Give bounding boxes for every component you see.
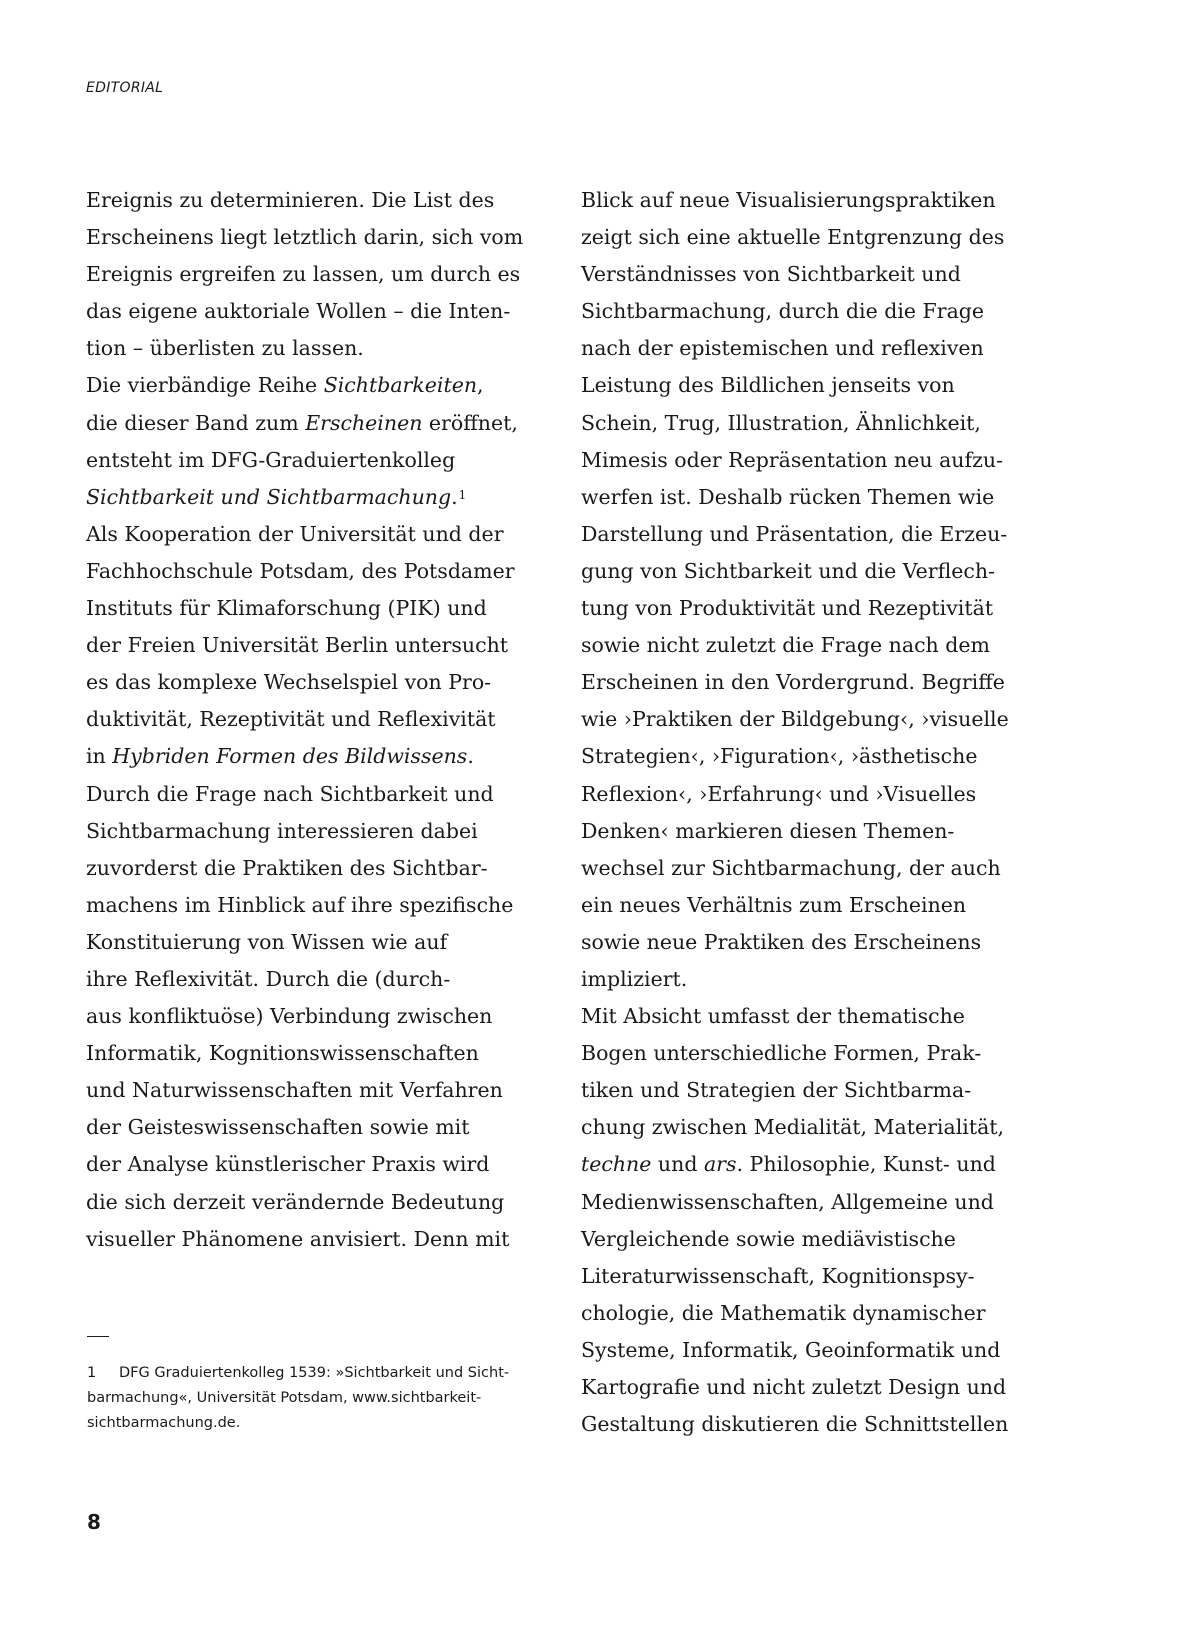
text-line: Sichtbarmachung, durch die die Frage: [581, 299, 985, 324]
text-line: Blick auf neue Visualisierungspraktiken: [581, 188, 996, 212]
text-line: Fachhochschule Potsdam, des Potsdamer: [86, 558, 515, 583]
text-line: Strategien‹, ›Figuration‹, ›ästhetische: [581, 744, 978, 769]
text-line: sowie nicht zuletzt die Frage nach dem: [581, 633, 990, 658]
italic-term: Erscheinen: [305, 410, 423, 435]
text-line: Erscheinens liegt letztlich darin, sich vom: [86, 225, 524, 250]
text-line: der Analyse künstlerischer Praxis wird: [86, 1152, 490, 1177]
text-line: Als Kooperation der Universität und der: [86, 521, 504, 546]
text-line: gung von Sichtbarkeit und die Verflech-: [581, 558, 995, 583]
text-line: Kartografie und nicht zuletzt Design und: [581, 1375, 1007, 1399]
text-line: der Geisteswissenschaften sowie mit: [86, 1115, 470, 1140]
text-line: Sichtbarmachung interessieren dabei: [86, 818, 478, 843]
text-line: tion – überlisten zu lassen.: [86, 336, 364, 361]
text-line: Mimesis oder Repräsentation neu aufzu-: [581, 447, 1004, 472]
text-line: der Freien Universität Berlin untersucht: [86, 633, 509, 658]
text-line: Sichtbarkeit und Sichtbarmachung.$^1$: [86, 484, 467, 509]
text-line: Mit Absicht umfasst der thematische: [581, 1004, 965, 1029]
text-line: Erscheinen in den Vordergrund. Begriffe: [581, 670, 1005, 695]
right-column: [581, 182, 1051, 1443]
text-line: Die vierbändige Reihe Sichtbarkeiten,: [86, 373, 484, 398]
text-line: Bogen unterschiedliche Formen, Prak-: [581, 1041, 982, 1066]
text-line: sowie neue Praktiken des Erscheinens: [581, 929, 982, 954]
text-line: wechsel zur Sichtbarmachung, der auch: [581, 855, 1001, 880]
text-line: tung von Produktivität und Rezeptivität: [581, 596, 994, 621]
text-line: werfen ist. Deshalb rücken Themen wie: [581, 484, 995, 509]
footnote-line-3: sichtbarmachung.de.: [87, 1415, 241, 1431]
text-line: zeigt sich eine aktuelle Entgrenzung des: [581, 225, 1005, 250]
footnote: [87, 1361, 547, 1436]
text-line: Gestaltung diskutieren die Schnittstellen: [581, 1412, 1009, 1437]
text-line: duktivität, Rezeptivität und Reflexivität: [86, 707, 496, 732]
italic-term: Sichtbarkeit und Sichtbarmachung: [86, 484, 452, 509]
footnote-separator: [87, 1336, 109, 1337]
italic-term: techne: [581, 1152, 652, 1177]
text-line: chung zwischen Medialität, Materialität,: [581, 1115, 1005, 1140]
text-line: ihre Reflexivität. Durch die (durch-: [86, 966, 451, 991]
text-line: Ereignis zu determinieren. Die List des: [86, 188, 495, 212]
text-line: das eigene auktoriale Wollen – die Inten-: [86, 299, 511, 324]
text-line: machens im Hinblick auf ihre spezifische: [86, 892, 514, 917]
page-number: 8: [87, 1510, 101, 1534]
text-line: und Naturwissenschaften mit Verfahren: [86, 1078, 503, 1103]
footnote-line-2: barmachung«, Universität Potsdam, www.sichtbarkeit-: [87, 1390, 482, 1406]
footnote-reference[interactable]: 1: [458, 487, 467, 502]
text-line: wie ›Praktiken der Bildgebung‹, ›visuelle: [581, 707, 1009, 732]
text-line: Reflexion‹, ›Erfahrung‹ und ›Visuelles: [581, 781, 977, 806]
text-line: impliziert.: [581, 966, 688, 991]
text-line: chologie, die Mathematik dynamischer: [581, 1300, 986, 1325]
italic-term: Sichtbarkeiten: [323, 373, 478, 398]
text-line: techne und ars. Philosophie, Kunst- und: [581, 1152, 996, 1177]
text-line: Denken‹ markieren diesen Themen-: [581, 818, 955, 843]
text-line: Literaturwissenschaft, Kognitionspsy-: [581, 1263, 975, 1288]
footnote-line-1: 1 DFG Graduiertenkolleg 1539: »Sichtbarkeit und Sicht-: [87, 1361, 547, 1386]
text-line: Konstituierung von Wissen wie auf: [86, 929, 448, 954]
text-line: Darstellung und Präsentation, die Erzeu-: [581, 521, 1008, 546]
text-line: visueller Phänomene anvisiert. Denn mit: [86, 1226, 510, 1251]
footnote-number: 1: [87, 1365, 97, 1381]
text-line: ein neues Verhältnis zum Erscheinen: [581, 892, 967, 917]
running-head: EDITORIAL: [86, 80, 164, 96]
text-line: Ereignis ergreifen zu lassen, um durch es: [86, 262, 521, 287]
text-line: Vergleichende sowie mediävistische: [581, 1226, 956, 1251]
text-line: in Hybriden Formen des Bildwissens.: [86, 744, 474, 769]
italic-term: ars: [703, 1152, 737, 1177]
text-line: die sich derzeit verändernde Bedeutung: [86, 1189, 505, 1214]
left-column: [86, 182, 556, 1258]
text-line: die dieser Band zum Erscheinen eröffnet,: [86, 410, 518, 435]
italic-term: Hybriden Formen des Bildwissens: [112, 744, 468, 769]
text-line: Schein, Trug, Illustration, Ähnlichkeit,: [581, 410, 981, 435]
text-line: Medienwissenschaften, Allgemeine und: [581, 1189, 994, 1214]
text-line: Durch die Frage nach Sichtbarkeit und: [86, 781, 494, 806]
text-line: Informatik, Kognitionswissenschaften: [86, 1041, 479, 1066]
text-line: tiken und Strategien der Sichtbarma-: [581, 1078, 972, 1103]
text-line: Leistung des Bildlichen jenseits von: [581, 373, 955, 398]
text-line: entsteht im DFG-Graduiertenkolleg: [86, 447, 456, 472]
text-line: Instituts für Klimaforschung (PIK) und: [86, 596, 487, 621]
text-line: Systeme, Informatik, Geoinformatik und: [581, 1337, 1001, 1362]
text-line: aus konfliktuöse) Verbindung zwischen: [86, 1004, 493, 1029]
text-line: Verständnisses von Sichtbarkeit und: [581, 262, 961, 287]
text-line: es das komplexe Wechselspiel von Pro-: [86, 670, 492, 695]
text-line: zuvorderst die Praktiken des Sichtbar-: [86, 855, 488, 880]
text-line: nach der epistemischen und reflexiven: [581, 336, 984, 361]
